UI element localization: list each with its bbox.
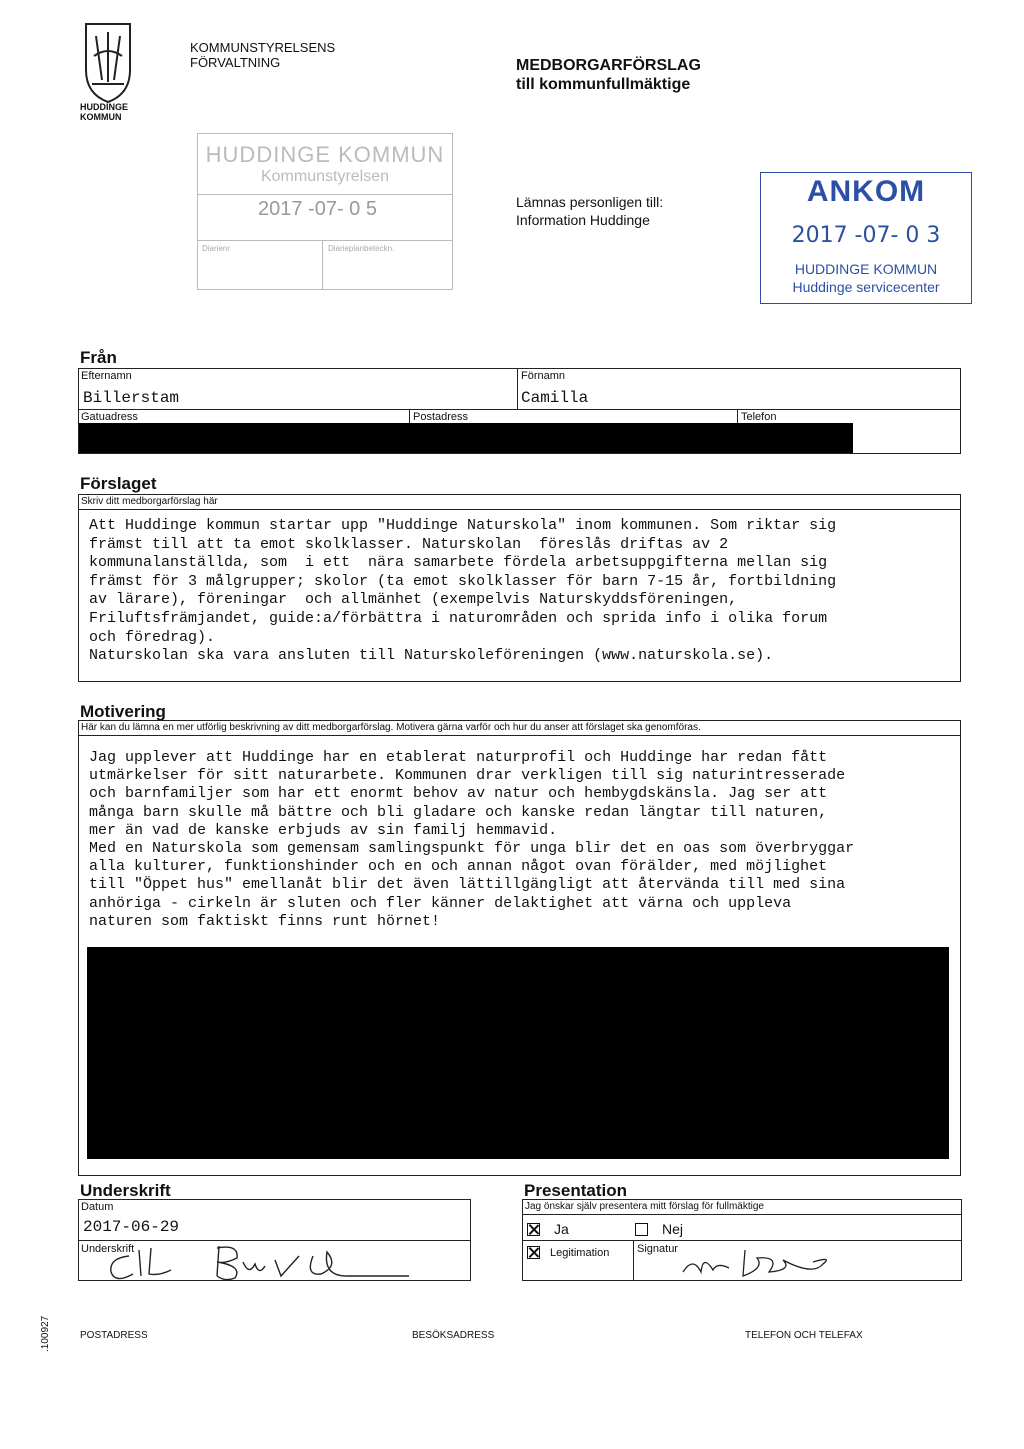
street-label: Gatuadress	[81, 411, 138, 423]
date-label: Datum	[81, 1201, 114, 1213]
department-line2: FÖRVALTNING	[190, 55, 281, 70]
stamp-faded-cell1: Diarienr	[202, 244, 231, 253]
yes-option[interactable]	[527, 1221, 569, 1237]
signature-label: Underskrift	[81, 1243, 135, 1255]
ankom-date: 2017 -07- 0 3	[791, 223, 941, 248]
id-checkbox[interactable]	[527, 1246, 540, 1259]
form-title-line1: MEDBORGARFÖRSLAG	[516, 57, 701, 74]
ankom-line1: HUDDINGE KOMMUN	[794, 261, 938, 277]
side-code: .100927	[40, 1315, 51, 1352]
postal-label: Postadress	[413, 411, 469, 423]
presentation-section-title: Presentation	[524, 1181, 627, 1200]
ankom-line2: Huddinge servicecenter	[792, 279, 940, 295]
stamp-faded-line2: Kommunstyrelsen	[260, 168, 390, 185]
delivery-instructions	[516, 193, 663, 229]
municipality-name: HUDDINGE KOMMUN	[80, 102, 129, 122]
form-title	[516, 56, 701, 94]
date-field[interactable]: 2017-06-29	[83, 1218, 180, 1236]
firstname-label: Förnamn	[521, 370, 566, 382]
stamp-faded-cell2: Diarieplanbeteckn.	[328, 244, 395, 253]
phone-label: Telefon	[741, 411, 777, 423]
received-stamp-faded	[197, 133, 453, 290]
redaction-block-address	[79, 423, 853, 453]
signatur-label: Signatur	[637, 1243, 678, 1255]
no-checkbox[interactable]	[635, 1223, 648, 1236]
proposal-text[interactable]: Att Huddinge kommun startar upp "Huddinge Naturskola" inom kommunen. Som riktar sig främst till att ta emot skolklasser. Naturskolan föreslås driftas av 2 kommunalanställda, som i ett nära samarbete fördela arbetsuppgifterna mellan sig främst för 3 målgrupper; skolor (ta emot skolklasser för barn 7-15 år, fortbildning av lärare), föreningar och allmänhet (exempelvis Naturskyddsföreningen, Friluftsfrämjandet, guide:a/förbättra i naturområden och sprida info i olika forum och föredrag). Naturskolan ska vara ansluten till Naturskoleföreningen (www.naturskola.se).	[89, 517, 837, 665]
stamp-faded-date: 2017 -07- 0 5	[258, 198, 377, 220]
handwritten-signature	[99, 1236, 429, 1286]
coat-of-arms-icon	[82, 20, 134, 104]
footer-phone-label: TELEFON OCH TELEFAX	[745, 1330, 863, 1341]
ankom-stamp	[760, 172, 972, 304]
firstname-field[interactable]: Camilla	[521, 389, 589, 407]
delivery-line2: Information Huddinge	[516, 212, 650, 228]
footer-visit-label: BESÖKSADRESS	[412, 1330, 495, 1341]
redaction-block-motivation	[87, 947, 949, 1159]
stamp-faded-line1: HUDDINGE KOMMUN	[205, 142, 445, 167]
footer-postal-label: POSTADRESS	[80, 1330, 148, 1341]
lastname-field[interactable]: Billerstam	[83, 389, 180, 407]
proposal-instruction: Skriv ditt medborgarförslag här	[79, 495, 960, 510]
motivation-text[interactable]: Jag upplever att Huddinge har en etablerat naturprofil och Huddinge har redan fått utmärkelser för sitt naturarbete. Kommunen drar verkligen till sig naturintresserade och barnfamiljer som har ett enormt behov av natur och hembygdskänsla. Jag ser att många barn skulle må bättre och bli gladare och kanske redan längtar till naturen, mer än vad de kanske erbjuds av sin familj hemmavid. Med en Naturskola som gemensam samlingspunkt för unga blir det en oas som överbryggar alla kulturer, funktionshinder och en och annan något ovan förälder, med möjlighet till "Öppet hus" emellanåt blir det även lättillgängligt att återvända till med sina anhöriga - cirkeln är sluten och fler känner delaktighet att värna och uppleva naturen som faktiskt finns runt hörnet!	[89, 749, 855, 930]
yes-checkbox[interactable]	[527, 1223, 540, 1236]
id-option[interactable]	[527, 1246, 609, 1259]
handwritten-initials	[673, 1242, 843, 1282]
side-code-container	[40, 1312, 54, 1352]
lastname-label: Efternamn	[81, 370, 132, 382]
proposal-fieldset	[78, 494, 961, 682]
motivation-fieldset	[78, 720, 961, 1176]
presentation-instruction: Jag önskar själv presentera mitt förslag för fullmäktige	[523, 1200, 961, 1215]
ankom-title: ANKOM	[806, 175, 926, 208]
department-line1: KOMMUNSTYRELSENS	[190, 40, 336, 55]
signature-fieldset	[78, 1199, 471, 1281]
delivery-line1: Lämnas personligen till:	[516, 194, 664, 210]
motivation-instruction: Här kan du lämna en mer utförlig beskrivning av ditt medborgarförslag. Motivera gärna varför och hur du anser att förslaget ska genomföras.	[79, 721, 960, 736]
from-section-title: Från	[80, 348, 117, 367]
motivation-section-title: Motivering	[80, 702, 166, 721]
no-option[interactable]	[635, 1221, 683, 1237]
proposal-section-title: Förslaget	[80, 474, 157, 493]
yes-label: Ja	[554, 1221, 569, 1237]
signature-section-title: Underskrift	[80, 1181, 171, 1200]
no-label: Nej	[662, 1221, 684, 1237]
form-title-line2: till kommunfullmäktige	[516, 76, 691, 93]
from-fieldset	[78, 368, 961, 454]
id-label: Legitimation	[550, 1246, 610, 1259]
department-name	[190, 40, 335, 70]
presentation-fieldset	[522, 1199, 962, 1281]
